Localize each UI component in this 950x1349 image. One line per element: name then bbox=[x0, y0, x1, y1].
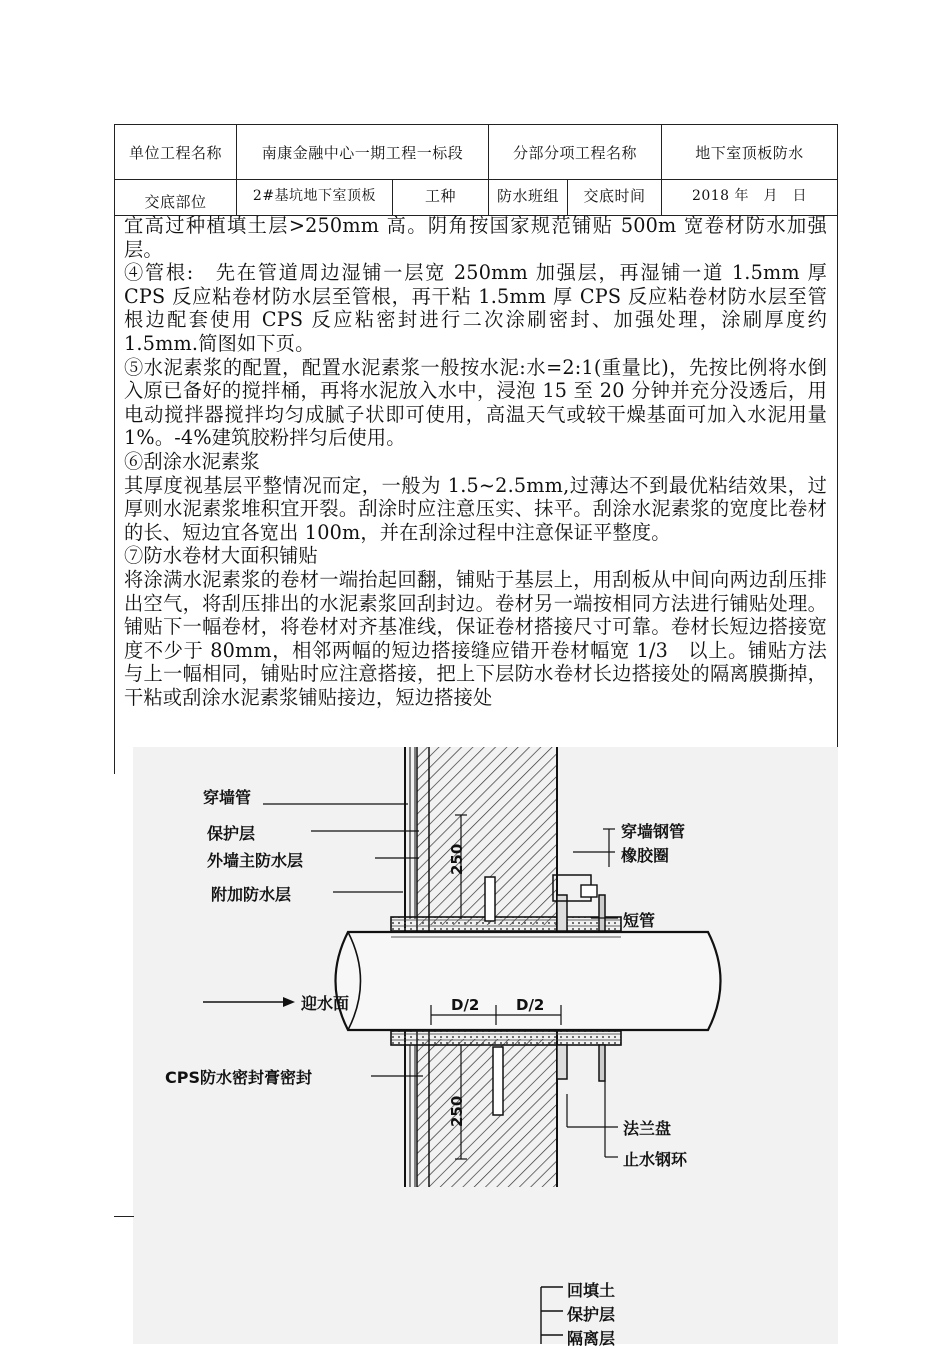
label-flange: 法兰盘 bbox=[623, 1119, 672, 1138]
dim-250-top: 250 bbox=[448, 843, 466, 875]
dim-250-bottom: 250 bbox=[448, 1095, 466, 1127]
paragraph-1: 宜高过种植填土层>250mm 高。阴角按国家规范铺贴 500m 宽卷材防水加强层。 bbox=[124, 214, 827, 261]
label-cps-sealant: CPS防水密封膏密封 bbox=[165, 1068, 312, 1087]
paragraph-3: ⑤水泥素浆的配置，配置水泥素浆一般按水泥:水=2:1(重量比)，先按比例将水倒入原已备好的搅拌桶，再将水泥放入水中，浸泡 15 至 20 分钟并充分没透后，用电动搅拌器搅拌均匀成腻子状即可使用，高温天气或较干燥基面可加入水泥用量 1%。-4%建筑胶粉拌匀后使用。 bbox=[124, 355, 827, 450]
unit-label: 单位工程名称 bbox=[128, 143, 222, 162]
label-steel-sleeve: 穿墙钢管 bbox=[621, 822, 686, 841]
protect-layer-bottom bbox=[405, 1045, 417, 1187]
paragraph-5: 其厚度视基层平整情况而定，一般为 1.5~2.5mm,过薄达不到最优粘结效果，过厚则水泥素浆堆积宜开裂。刮涂时应注意压实、抹平。刮涂水泥素浆的宽度比卷材的长、短边宜各宽出 100m，并在刮涂过程中注意保证平整度。 bbox=[124, 473, 827, 544]
time-value: 2018 年 月 日 bbox=[691, 188, 808, 204]
label-isolation-layer: 隔离层 bbox=[567, 1329, 616, 1348]
unit-value: 南康金融中心一期工程一标段 bbox=[261, 143, 464, 162]
paragraph-2: ④管根: 先在管道周边湿铺一层宽 250mm 加强层，再湿铺一道 1.5mm 厚 CPS 反应粘卷材防水层至管根，再干粘 1.5mm 厚 CPS 反应粘卷材防水层至管根边配套使用 CPS 反应粘密封进行二次涂刷密封、加强处理，涂刷厚度约 1.5mm.简图如下页。 bbox=[124, 261, 827, 355]
sleeve-top bbox=[391, 917, 621, 931]
sub-value: 地下室顶板防水 bbox=[695, 143, 804, 162]
trade-value: 防水班组 bbox=[496, 187, 559, 205]
label-short-pipe: 短管 bbox=[623, 911, 656, 930]
label-main-waterproof: 外墙主防水层 bbox=[207, 851, 304, 870]
header-row-1 bbox=[114, 124, 838, 180]
label-backfill: 回填土 bbox=[567, 1281, 616, 1300]
time-label: 交底时间 bbox=[583, 187, 646, 205]
content-cell bbox=[114, 214, 838, 774]
location-value: 2#基坑地下室顶板 bbox=[252, 188, 377, 204]
pipe-penetration-drawing bbox=[133, 747, 838, 1348]
label-pipe: 穿墙管 bbox=[203, 788, 252, 807]
protect-layer-top bbox=[405, 747, 417, 919]
dim-half-right: D/2 bbox=[516, 996, 545, 1014]
table-bottom-border bbox=[114, 1216, 134, 1217]
paragraph-7: 将涂满水泥素浆的卷材一端抬起回翻，铺贴于基层上，用刮板从中间向两边刮压排出空气，将刮压排出的水泥素浆回刮封边。卷材另一端按相同方法进行铺贴处理。铺贴下一幅卷材，将卷材对齐基准线，保证卷材搭接尺寸可靠。卷材长短边搭接宽度不少于 80mm，相邻两幅的短边搭接缝应错开卷材幅宽 1/3 以上。铺贴方法与上一幅相同，铺贴时应注意搭接，把上下层防水卷材长边搭接处的隔离膜撕掉，干粘或刮涂水泥素浆铺贴接边，短边搭接处 bbox=[124, 567, 827, 709]
sleeve-bottom bbox=[391, 1031, 621, 1045]
paragraph-6: ⑦防水卷材大面积铺贴 bbox=[124, 544, 318, 568]
label-inflow-face: 迎水面 bbox=[301, 994, 350, 1013]
label-water-stop-ring: 止水钢环 bbox=[623, 1150, 688, 1169]
trade-label: 工种 bbox=[424, 187, 456, 205]
label-protect-layer-2: 保护层 bbox=[567, 1305, 616, 1324]
paragraph-4: ⑥刮涂水泥素浆 bbox=[124, 449, 260, 473]
wall-bottom bbox=[417, 1039, 557, 1187]
sub-label: 分部分项工程名称 bbox=[512, 143, 637, 162]
header-table bbox=[114, 124, 836, 216]
label-rubber-ring: 橡胶圈 bbox=[621, 846, 670, 865]
header-row-2 bbox=[114, 180, 838, 216]
location-label: 交底部位 bbox=[144, 193, 207, 211]
label-additional-waterproof: 附加防水层 bbox=[211, 885, 292, 904]
dim-half-left: D/2 bbox=[451, 996, 480, 1014]
label-protect-layer: 保护层 bbox=[207, 824, 256, 843]
